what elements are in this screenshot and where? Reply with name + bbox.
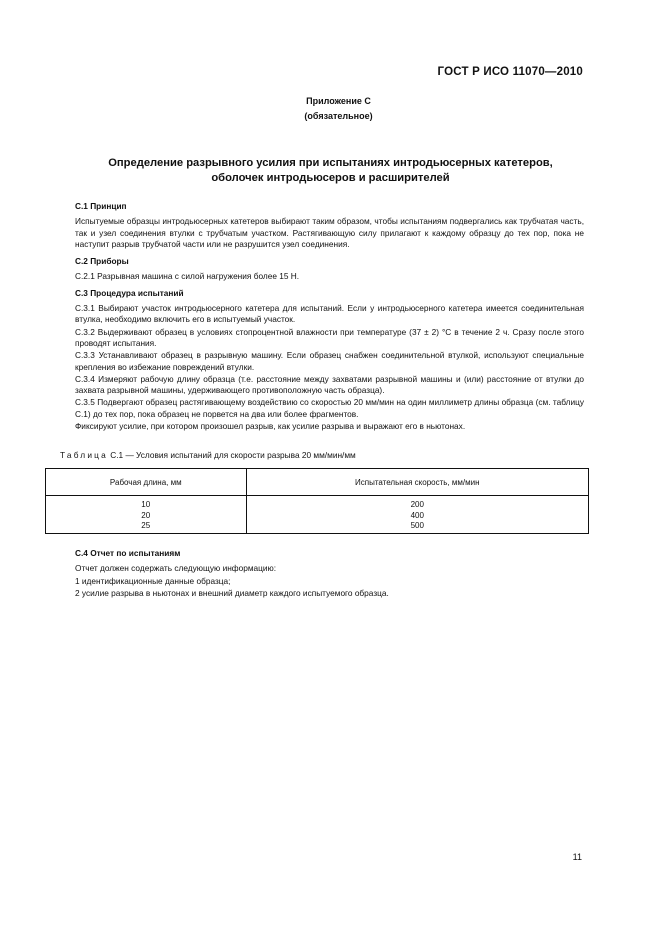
section-report <box>75 548 584 600</box>
document-body <box>75 201 584 433</box>
procedure-step-1: С.3.1 Выбирают участок интродьюсерного катетера для испытаний. Если у интродьюсерного катетера имеется соединительная втулка, необходимо включить его в испытуемый участок. <box>75 303 584 325</box>
speed-value: 400 <box>410 510 424 520</box>
speed-value: 500 <box>410 521 424 530</box>
section-report-heading: С.4 Отчет по испытаниям <box>75 548 181 558</box>
report-item-2: 2 усилие разрыва в ньютонах и внешний диаметр каждого испытуемого образца. <box>75 587 389 598</box>
test-conditions-table <box>45 468 589 534</box>
page-number: 11 <box>572 852 582 862</box>
table-header-test-speed: Испытательная скорость, мм/мин <box>246 469 588 496</box>
procedure-step-5: С.3.5 Подвергают образец растягивающему воздействию со скоростью 20 мм/мин на один миллиметр длины образца (см. таблицу С.1) до тех пор, пока образец не порвется на два или более фрагментов. <box>75 397 584 419</box>
title-line-1: Определение разрывного усилия при испытаниях интродьюсерных катетеров, <box>108 157 553 169</box>
table-header-working-length: Рабочая длина, мм <box>46 469 247 496</box>
standard-code: ГОСТ Р ИСО 11070—2010 <box>437 66 583 78</box>
procedure-step-3: С.3.3 Устанавливают образец в разрывную машину. Если образец снабжен соединительной втулкой, используют специальные крепления во избежание повреждений втулки. <box>75 350 584 372</box>
table-caption-text: С.1 — Условия испытаний для скорости разрыва 20 мм/мин/мм <box>107 450 356 460</box>
report-intro: Отчет должен содержать следующую информацию: <box>75 563 277 574</box>
table-label: Таблица <box>60 450 108 460</box>
annex-status: (обязательное) <box>304 111 373 121</box>
section-principle-heading: С.1 Принцип <box>75 201 127 211</box>
table-cell-speeds <box>246 496 588 534</box>
annex-title: Приложение С <box>306 96 371 106</box>
section-apparatus-heading: С.2 Приборы <box>75 256 129 267</box>
length-value: 25 <box>141 521 151 530</box>
procedure-step-6: Фиксируют усилие, при котором произошел разрыв, как усилие разрыва и выражают его в ньютонах. <box>75 421 466 432</box>
table-row <box>46 496 589 534</box>
procedure-step-4: С.3.4 Измеряют рабочую длину образца (т.е. расстояние между захватами разрывной машины и (или) расстояние от втулки до захвата разрывной машины, удерживающего противоположную часть образца). <box>75 373 584 396</box>
report-item-1: 1 идентификационные данные образца; <box>75 575 231 586</box>
length-value: 10 <box>141 500 151 509</box>
speed-value: 200 <box>410 500 424 509</box>
procedure-step-2: С.3.2 Выдерживают образец в условиях стопроцентной влажности при температуре (37 ± 2) °С в течение 2 ч. Сразу после этого проводят испытания. <box>75 326 584 348</box>
section-apparatus-text: С.2.1 Разрывная машина с силой нагружения более 15 Н. <box>75 271 300 282</box>
table-caption <box>60 450 356 460</box>
annex-heading <box>0 94 661 124</box>
length-value: 20 <box>141 510 151 520</box>
section-procedure-heading: С.3 Процедура испытаний <box>75 287 184 298</box>
title-line-2: оболочек интродьюсеров и расширителей <box>211 172 450 184</box>
document-title <box>60 156 601 186</box>
section-principle-text: Испытуемые образцы интродьюсерных катетеров выбирают таким образом, чтобы испытаниям подвергались как трубчатая часть, так и узел соединения втулки с трубчатым участком. Растягивающую силу прилагают к каждому образцу до тех пор, пока не наступит разрыв трубчатой части или не разрушится узел соединения. <box>75 216 584 249</box>
table-cell-lengths <box>46 496 247 534</box>
